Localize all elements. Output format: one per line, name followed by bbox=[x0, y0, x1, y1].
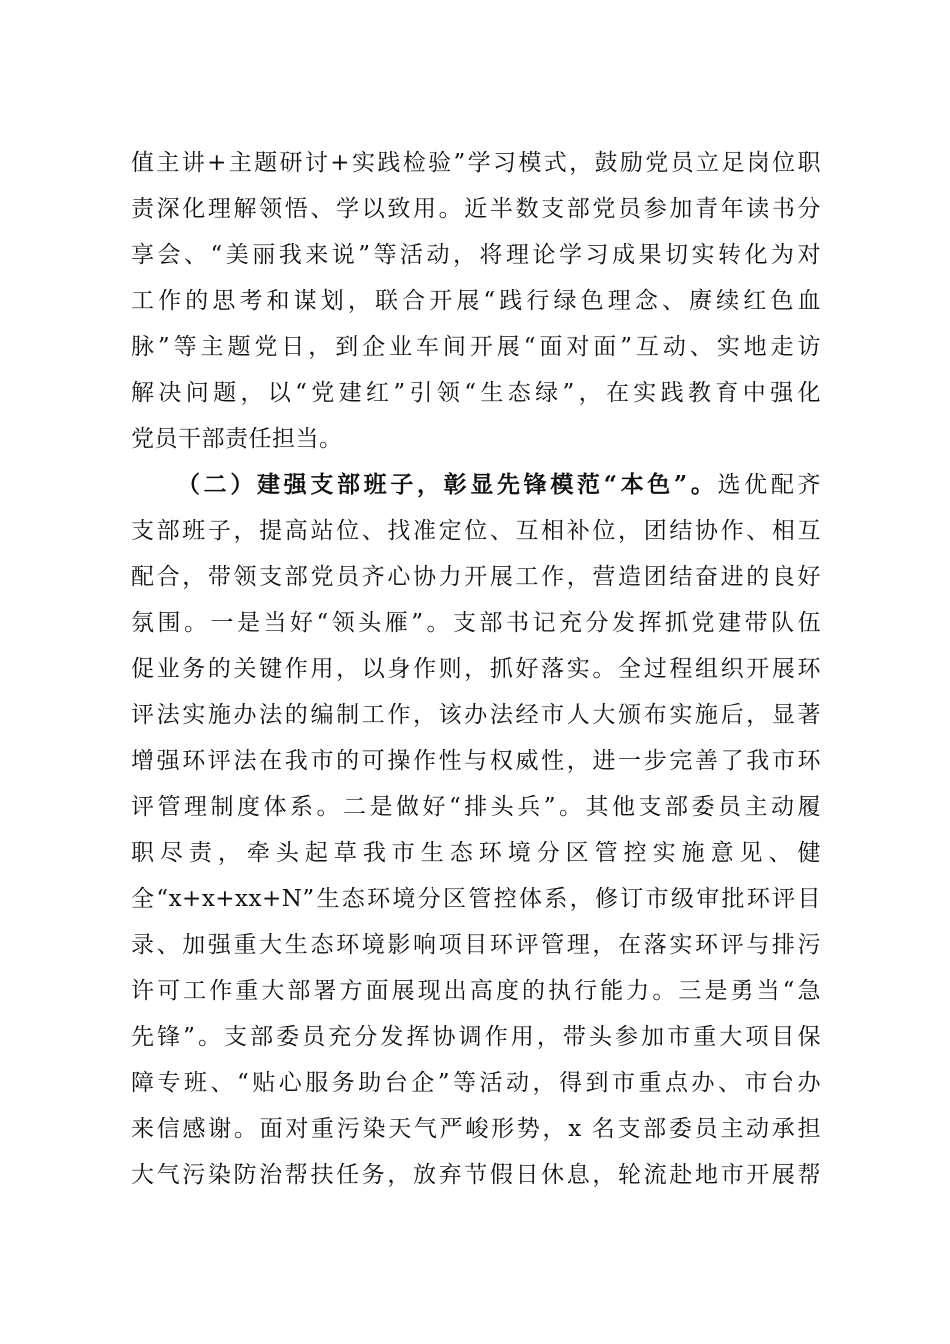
paragraph-line: 氛围。一是当好“领头雁”。支部书记充分发挥抓党建带队伍 bbox=[131, 610, 821, 636]
paragraph-line: 大气污染防治帮扶任务，放弃节假日休息，轮流赴地市开展帮 bbox=[131, 1162, 821, 1188]
paragraph-line: 值主讲+主题研讨+实践检验”学习模式，鼓励党员立足岗位职 bbox=[131, 150, 821, 176]
paragraph-line: 责深化理解领悟、学以致用。近半数支部党员参加青年读书分 bbox=[131, 196, 821, 222]
paragraph-line: 脉”等主题党日，到企业车间开展“面对面”互动、实地走访 bbox=[131, 334, 821, 360]
paragraph-line: 工作的思考和谋划，联合开展“践行绿色理念、赓续红色血 bbox=[131, 288, 821, 314]
paragraph-text: 选优配齐 bbox=[717, 472, 822, 498]
paragraph-line: 障专班、“贴心服务助台企”等活动，得到市重点办、市台办 bbox=[131, 1070, 821, 1096]
paragraph-line: 增强环评法在我市的可操作性与权威性，进一步完善了我市环 bbox=[131, 748, 821, 774]
paragraph-line: 先锋”。支部委员充分发挥协调作用，带头参加市重大项目保 bbox=[131, 1024, 821, 1050]
paragraph-line: 职尽责，牵头起草我市生态环境分区管控实施意见、健 bbox=[131, 840, 821, 866]
paragraph-line: 评管理制度体系。二是做好“排头兵”。其他支部委员主动履 bbox=[131, 794, 821, 820]
paragraph-line: 全“x+x+xx+N”生态环境分区管控体系，修订市级审批环评目 bbox=[131, 886, 821, 912]
paragraph-line: 享会、“美丽我来说”等活动，将理论学习成果切实转化为对 bbox=[131, 242, 821, 268]
paragraph-line: 评法实施办法的编制工作，该办法经市人大颁布实施后，显著 bbox=[131, 702, 821, 728]
paragraph-line: 许可工作重大部署方面展现出高度的执行能力。三是勇当“急 bbox=[131, 978, 821, 1004]
paragraph-line: 录、加强重大生态环境影响项目环评管理，在落实环评与排污 bbox=[131, 932, 821, 958]
paragraph-line: 促业务的关键作用，以身作则，抓好落实。全过程组织开展环 bbox=[131, 656, 821, 682]
paragraph-line: 党员干部责任担当。 bbox=[131, 426, 343, 452]
section-heading: （二）建强支部班子，彰显先锋模范“本色”。 bbox=[177, 471, 718, 498]
paragraph-line: 解决问题，以“党建红”引领“生态绿”，在实践教育中强化 bbox=[131, 380, 821, 406]
paragraph-line: 配合，带领支部党员齐心协力开展工作，营造团结奋进的良好 bbox=[131, 564, 821, 590]
section-heading-line bbox=[177, 465, 821, 505]
paragraph-line: 来信感谢。面对重污染天气严峻形势，x 名支部委员主动承担 bbox=[131, 1116, 821, 1142]
paragraph-line: 支部班子，提高站位、找准定位、互相补位，团结协作、相互 bbox=[131, 518, 821, 544]
